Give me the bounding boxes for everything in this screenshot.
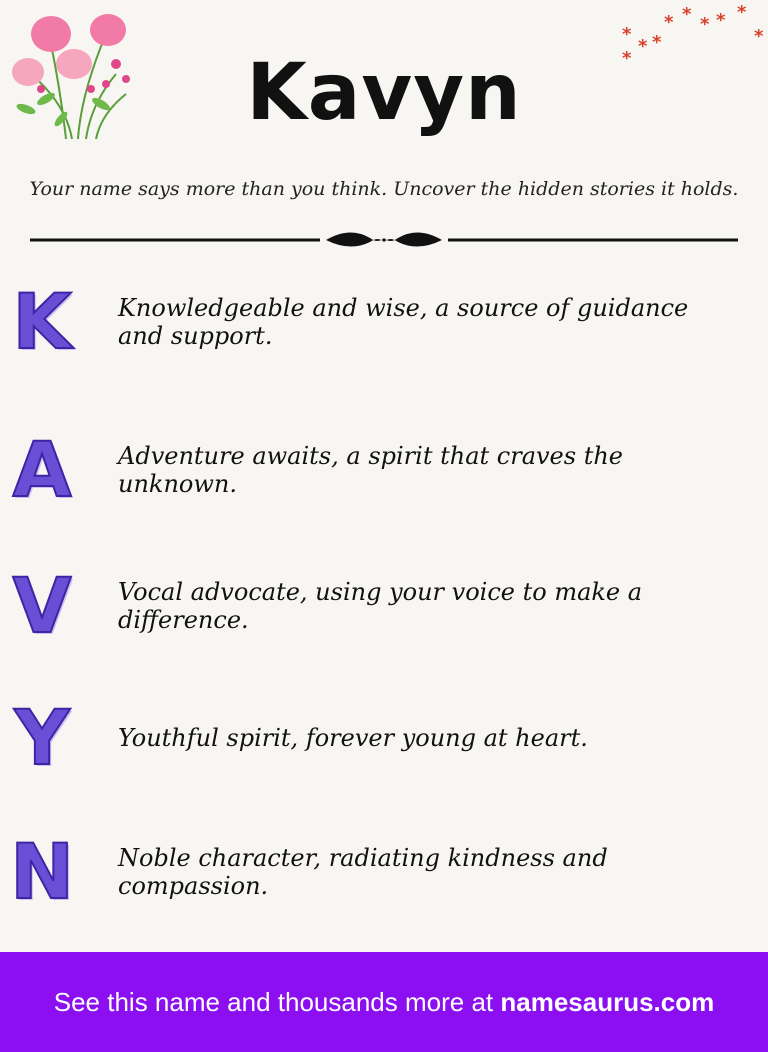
- letter-k-description: Knowledgeable and wise, a source of guidance and support.: [118, 294, 689, 350]
- svg-text:*: *: [622, 24, 632, 45]
- letter-v-description: Vocal advocate, using your voice to make a difference.: [118, 578, 643, 634]
- letter-v: V: [12, 561, 72, 650]
- svg-text:*: *: [652, 32, 662, 53]
- letter-n: N: [10, 827, 74, 916]
- letter-row-k: [0, 272, 768, 372]
- footer-banner: [0, 952, 768, 1052]
- footer-text: [54, 987, 714, 1018]
- ornament-divider-icon: [30, 226, 738, 256]
- tagline: Your name says more than you think. Uncover the hidden stories it holds.: [29, 178, 739, 200]
- svg-text:*: *: [682, 4, 692, 25]
- page-title: Kavyn: [246, 48, 522, 138]
- letter-y: Y: [14, 693, 70, 782]
- svg-text:*: *: [664, 12, 674, 33]
- letter-n-description: Noble character, radiating kindness and compassion.: [118, 844, 608, 900]
- footer-prefix: See this name and thousands more at: [53, 986, 501, 1017]
- footer-site-link[interactable]: namesaurus.com: [500, 986, 715, 1017]
- svg-text:*: *: [638, 36, 648, 57]
- svg-text:*: *: [700, 14, 710, 35]
- letter-row-y: [0, 688, 768, 788]
- svg-text:*: *: [737, 2, 747, 23]
- letter-row-a: [0, 420, 768, 520]
- svg-text:*: *: [716, 10, 726, 31]
- svg-text:*: *: [754, 26, 764, 47]
- letter-a-description: Adventure awaits, a spirit that craves the unknown.: [118, 442, 624, 498]
- svg-text:*: *: [622, 48, 632, 69]
- letter-a: A: [12, 425, 72, 514]
- letter-row-n: [0, 822, 768, 922]
- letter-k: K: [12, 277, 72, 366]
- letter-row-v: [0, 556, 768, 656]
- letter-y-description: Youthful spirit, forever young at heart.: [118, 724, 588, 752]
